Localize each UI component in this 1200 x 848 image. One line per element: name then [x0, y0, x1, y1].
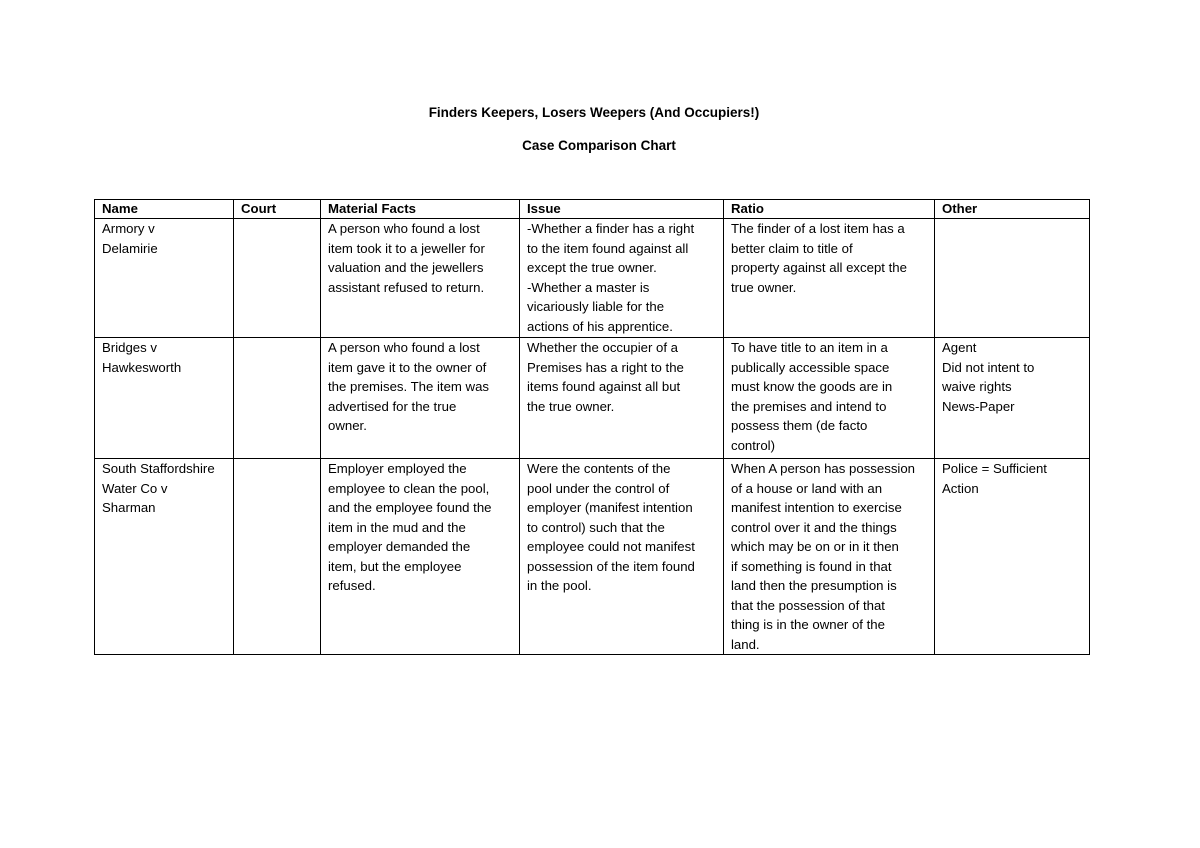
header-name: Name: [95, 200, 234, 219]
header-issue: Issue: [520, 200, 724, 219]
cell-material-facts-text: A person who found a lost item took it to a jeweller for valuation and the jewellers assistant refused to return.: [328, 221, 485, 295]
cell-other: [935, 459, 1090, 655]
cell-ratio: [724, 459, 935, 655]
table-header-row: [95, 200, 1090, 219]
cell-court: [234, 219, 321, 338]
document-subtitle: Case Comparison Chart: [522, 138, 676, 153]
header-material-facts: Material Facts: [321, 200, 520, 219]
table-row: [95, 219, 1090, 338]
cell-issue: [520, 338, 724, 459]
cell-issue-text: Whether the occupier of a Premises has a right to the items found against all but the true owner.: [527, 340, 684, 414]
header-court: Court: [234, 200, 321, 219]
cell-name-text: Bridges v Hawkesworth: [102, 340, 182, 375]
table-row: [95, 459, 1090, 655]
table-row: [95, 338, 1090, 459]
document-title: Finders Keepers, Losers Weepers (And Occupiers!): [428, 105, 760, 120]
cell-name: [95, 219, 234, 338]
cell-court: [234, 338, 321, 459]
cell-material-facts-text: A person who found a lost item gave it to the owner of the premises. The item was advertised for the true owner.: [328, 340, 489, 433]
cell-name: [95, 459, 234, 655]
cell-ratio-text: When A person has possession of a house or land with an manifest intention to exercise control over it and the things which may be on or in it then if something is found in that land then the presumption is that the possession of that thing is in the owner of the land.: [731, 461, 916, 652]
header-ratio: Ratio: [724, 200, 935, 219]
cell-issue: [520, 459, 724, 655]
cell-name: [95, 338, 234, 459]
header-other: Other: [935, 200, 1090, 219]
cell-material-facts: [321, 459, 520, 655]
cell-other: [935, 338, 1090, 459]
cell-other-text: Agent Did not intent to waive rights News-Paper: [942, 340, 1035, 414]
cell-name-text: South Staffordshire Water Co v Sharman: [102, 461, 215, 515]
cell-material-facts-text: Employer employed the employee to clean the pool, and the employee found the item in the mud and the employer demanded the item, but the employee refused.: [328, 461, 492, 593]
case-comparison-table: [94, 199, 1090, 655]
cell-material-facts: [321, 338, 520, 459]
cell-issue-text: -Whether a finder has a right to the item found against all except the true owner. -Whether a master is vicariously liable for the actions of his apprentice.: [527, 221, 695, 334]
cell-issue: [520, 219, 724, 338]
cell-issue-text: Were the contents of the pool under the control of employer (manifest intention to control) such that the employee could not manifest possession of the item found in the pool.: [527, 461, 695, 593]
cell-material-facts: [321, 219, 520, 338]
cell-ratio-text: To have title to an item in a publically accessible space must know the goods are in the premises and intend to possess them (de facto control): [731, 340, 893, 453]
cell-ratio: [724, 219, 935, 338]
cell-court: [234, 459, 321, 655]
cell-other: [935, 219, 1090, 338]
cell-name-text: Armory v Delamirie: [102, 221, 158, 256]
cell-other-text: Police = Sufficient Action: [942, 461, 1047, 496]
cell-ratio-text: The finder of a lost item has a better claim to title of property against all except the true owner.: [731, 221, 907, 295]
cell-ratio: [724, 338, 935, 459]
